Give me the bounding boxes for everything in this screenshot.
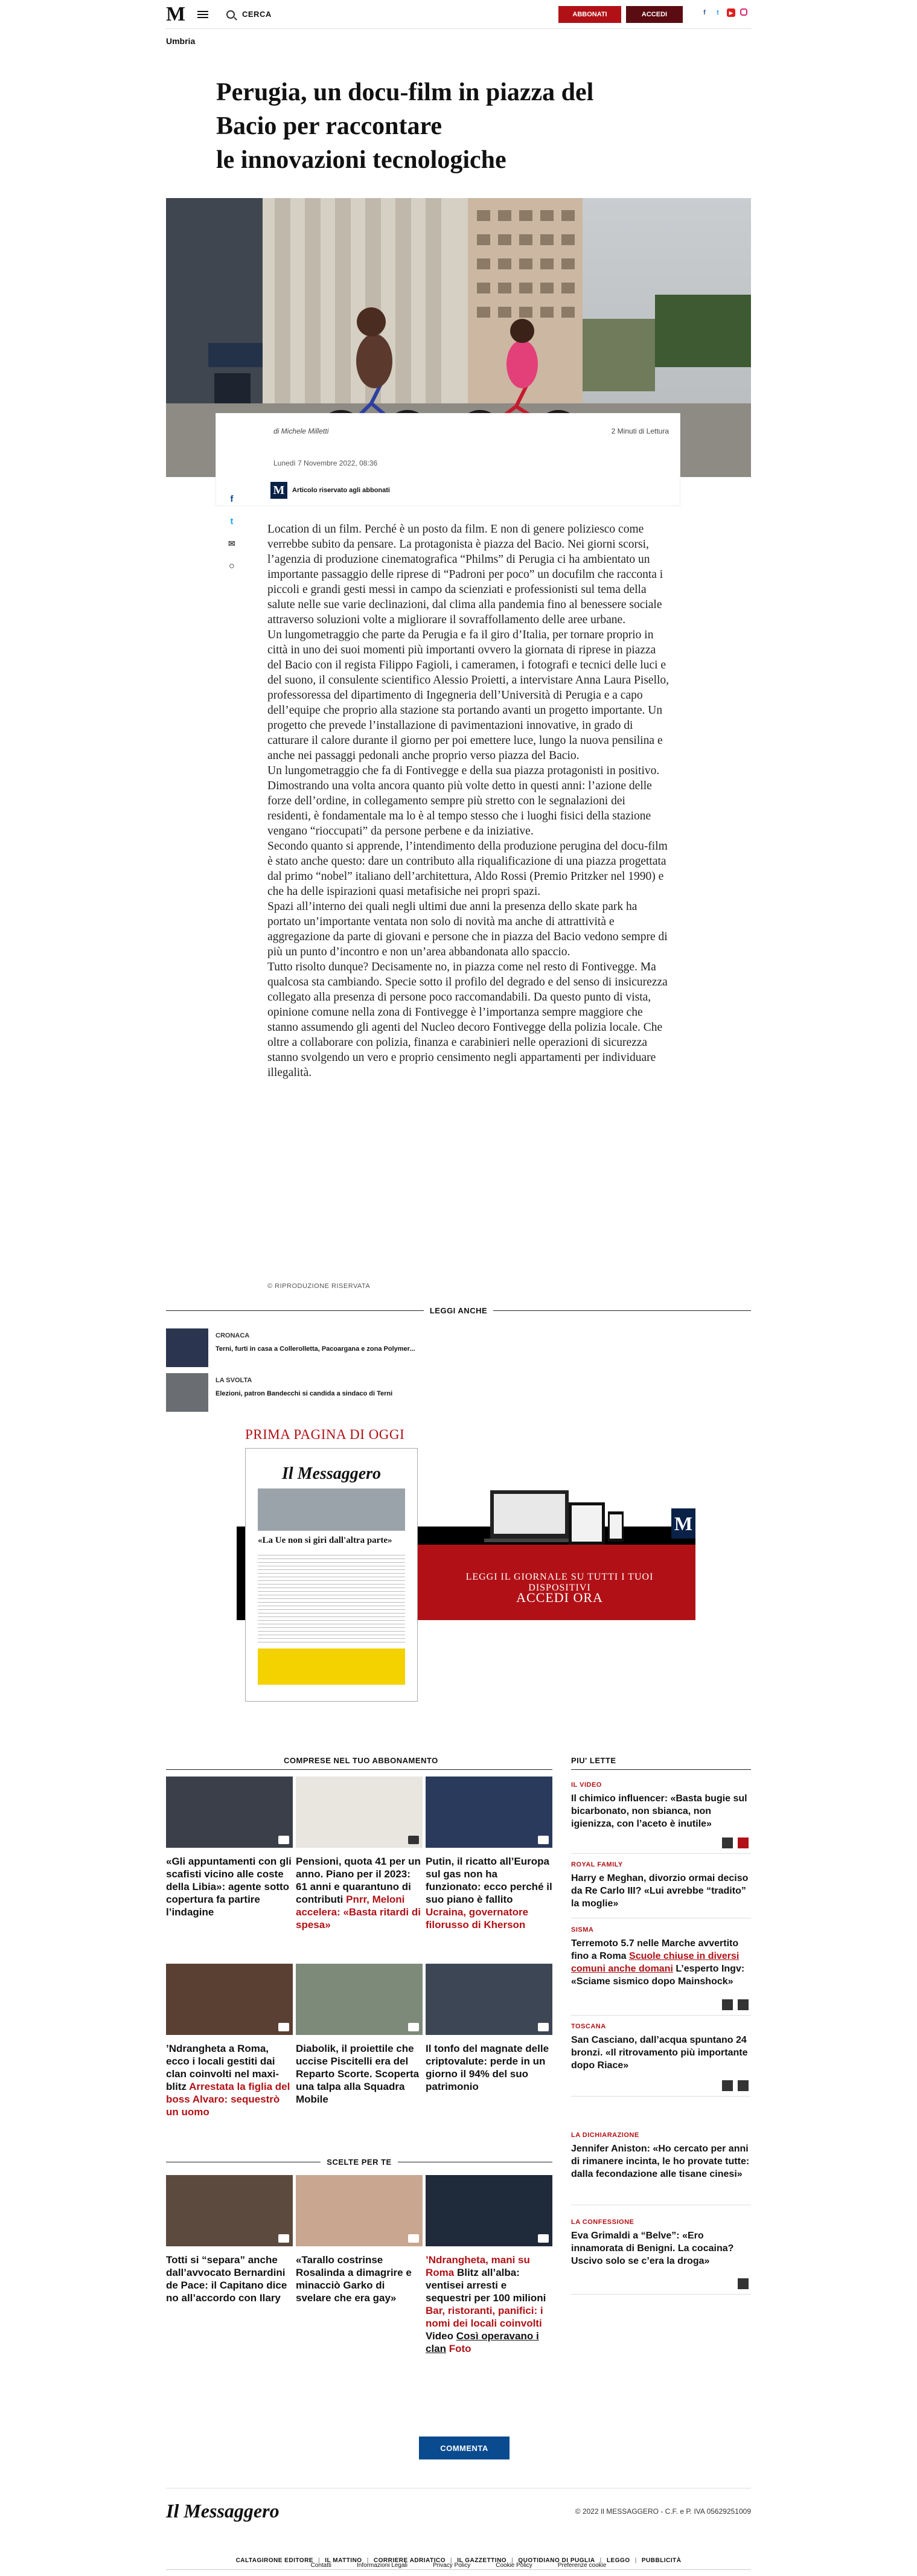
most-read-title[interactable]: San Casciano, dall’acqua spuntano 24 bronzi. «Il ritrovamento più importante dopo Riace» [571, 2035, 748, 2071]
news-card-image [166, 1964, 293, 2035]
news-card-title-link[interactable]: ’Ndrangheta, mani su Roma [426, 2254, 530, 2278]
divider [571, 1769, 751, 1770]
news-card-title[interactable]: «Tarallo costrinse Rosalinda a dimagrire e minacciò Garko di svelare che era gay» [296, 2254, 412, 2304]
messaggero-m-icon: M [270, 482, 287, 499]
footer-link[interactable]: Preferenze cookie [557, 2562, 607, 2569]
comprese-heading: COMPRESE NEL TUO ABBONAMENTO [284, 1756, 438, 1765]
article-paragraph: Spazi all’interno dei quali negli ultimi due anni la presenza dello skate park ha portato un’importante ventata non solo di novità ma anche di attrattività e aggregazione da parte di giovani e persone che in piazza del Bacio vedono sempre di più un punto d’incontro e non un’area abbandonata allo spaccio. [267, 900, 668, 958]
search-label: CERCA [242, 10, 272, 19]
camera-icon [538, 2234, 549, 2243]
most-read-title[interactable]: Harry e Meghan, divorzio ormai deciso da Re Carlo III? «Lui avrebbe “tradito” la moglie» [571, 1873, 749, 1909]
paper-headline: «La Ue non si giri dall'altra parte» [258, 1536, 392, 1545]
related-title[interactable]: Elezioni, patron Bandecchi si candida a sindaco di Terni [216, 1390, 393, 1397]
footer-link[interactable]: Cookie Policy [496, 2562, 532, 2569]
camera-icon [408, 2023, 419, 2031]
news-card-title-link[interactable]: Pnrr, Meloni accelera: «Basta ritardi di spesa» [296, 1894, 421, 1930]
most-read-category: TOSCANA [571, 2023, 606, 2030]
news-card-title[interactable]: «Gli appuntamenti con gli scafisti vicino alle coste della Libia»: agente sotto copertura fa partire l’indagine [166, 1856, 292, 1918]
news-card-title[interactable]: Totti si “separa” anche dall’avvocato Bernardini de Pace: il Capitano dice no all’accordo con Ilary [166, 2254, 287, 2304]
separator: | [511, 2557, 514, 2564]
news-card-image [296, 2175, 423, 2246]
article-paragraph: Location di un film. Perché è un posto da film. E non di genere poliziesco come verrebbe subito da pensare. La protagonista è piazza del Bacio. Nei giorni scorsi, l’agenzia di produzione cinematografica “Philms” di Perugia ci ha ambientato un importante passaggio delle riprese di “Padroni per poco” un docufilm che racconta i piccoli e grandi gesti messi in campo da scienziati e professionisti sul tema della salute nelle sue varie declinazioni, dal clima alla pandemia fino al benessere sociale attraverso soluzioni volte a migliorare il sovraffollamento delle aree urbane. [267, 523, 663, 626]
related-category: CRONACA [216, 1332, 250, 1339]
youtube-icon[interactable]: ▶ [727, 8, 735, 17]
news-card-title[interactable]: Il tonfo del magnate delle criptovalute: perde in un giorno il 94% del suo patrimonio [426, 2043, 549, 2092]
publication-link[interactable]: LEGGO [606, 2557, 630, 2564]
footer-logo[interactable]: Il Messaggero [166, 2500, 280, 2522]
publication-link[interactable]: PUBBLICITÀ [641, 2557, 682, 2564]
most-read-title[interactable]: Eva Grimaldi a “Belve”: «Ero innamorata di Benigni. La cocaina? Uscivo solo se c’era la droga» [571, 2231, 734, 2266]
reproduction-notice: © RIPRODUZIONE RISERVATA [267, 1283, 371, 1290]
subscriber-note: Articolo riservato agli abbonati [292, 487, 390, 494]
publication-link[interactable]: QUOTIDIANO DI PUGLIA [518, 2557, 595, 2564]
leggi-anche-heading [166, 1306, 751, 1322]
site-header [166, 0, 751, 29]
news-card-title[interactable] [426, 2254, 552, 2355]
article-title [216, 75, 699, 177]
publication-link[interactable]: IL MATTINO [325, 2557, 362, 2564]
separator: | [599, 2557, 602, 2564]
news-card-title-link[interactable]: Bar, ristoranti, panifici: i nomi dei locali coinvolti [426, 2305, 543, 2329]
paper-photo [258, 1488, 405, 1531]
search-icon [226, 10, 235, 19]
most-read-title[interactable]: Jennifer Aniston: «Ho cercato per anni di rimanere incinta, le ho provate tutte: dalla fecondazione alle tisane cinesi» [571, 2144, 750, 2179]
most-read-title[interactable]: Il chimico influencer: «Basta bugie sul bicarbonato, non sbianca, non igienizza, con l’aceto è inutile» [571, 1793, 747, 1829]
most-read-title[interactable] [571, 1937, 751, 1988]
paper-masthead: Il Messaggero [281, 1464, 382, 1483]
banner-line1: LEGGI IL GIORNALE SU TUTTI I TUOI DISPOSITIVI [465, 1572, 654, 1593]
subscribe-button[interactable]: ABBONATI [558, 6, 621, 23]
author[interactable]: di Michele Milletti [273, 427, 329, 435]
news-card[interactable] [166, 2175, 293, 2304]
most-read-item[interactable] [571, 1926, 751, 2016]
most-read-category: SISMA [571, 1926, 594, 1934]
article-paragraph: Un lungometraggio che fa di Fontivegge e della sua piazza protagonisti in positivo. Dimostrando una volta ancora quanto più volte detto in questi anni: l’azione delle forze dell’ordine, in collegamento sempre più stretto con le segnalazioni dei residenti, è fondamentale ma lo è al tempo stesso che i luoghi fisici della stazione vengano “rioccupati” da persone perbene e da iniziative. [267, 764, 660, 838]
related-item[interactable] [166, 1373, 751, 1412]
footer-link[interactable]: Contatti [310, 2562, 332, 2569]
news-card-title[interactable] [296, 1855, 423, 1931]
scelte-heading [166, 2158, 552, 2173]
twitter-icon[interactable]: t [717, 9, 719, 16]
news-card-title-link[interactable]: Foto [446, 2343, 471, 2354]
news-card[interactable] [296, 2175, 423, 2304]
gallery-icon [738, 1999, 749, 2010]
camera-icon [278, 1836, 289, 1844]
footer-links [166, 2562, 751, 2569]
share-bar [228, 494, 235, 572]
footer-link[interactable]: Privacy Policy [432, 2562, 471, 2569]
camera-icon [408, 2234, 419, 2243]
news-card-image [426, 1964, 552, 2035]
related-category: LA SVOLTA [216, 1377, 252, 1384]
video-icon [722, 1999, 733, 2010]
news-card-title[interactable] [426, 1855, 552, 1931]
footer-divider [166, 2569, 751, 2570]
read-time: 2 Minuti di Lettura [611, 427, 669, 435]
news-card-title[interactable]: Diabolik, il proiettile che uccise Piscitelli era del Reparto Scorte. Scoperta una talpa alla Squadra Mobile [296, 2043, 420, 2105]
menu-icon[interactable] [197, 11, 208, 18]
social-links [700, 8, 747, 17]
camera-icon [278, 2023, 289, 2031]
related-item[interactable] [166, 1328, 751, 1367]
publication-link[interactable]: CORRIERE ADRIATICO [373, 2557, 446, 2564]
paper-ad [258, 1648, 405, 1685]
banner-cta[interactable]: ACCEDI ORA [516, 1590, 603, 1605]
subscriber-badge [270, 482, 390, 499]
article-paragraph: Tutto risolto dunque? Decisamente no, in piazza come nel resto di Fontivegge. Ma qualcosa sta cambiando. Specie sotto il profilo del degrado e del senso di insicurezza collegato alla presenza di persone poco raccomandabili. Da questo punto di vista, opinione comune nella zona di Fontivegge è l’importanza sempre maggiore che stanno assumendo gli agenti del Nucleo decoro Fontivegge della polizia locale. Che oltre a collaborare con polizia, finanza e carabinieri nelle operazioni di sicurezza stanno svolgendo un vero e proprio censimento negli appartamenti per individuare illegalità. [267, 961, 668, 1079]
news-card-image [426, 2175, 552, 2246]
camera-icon [278, 2234, 289, 2243]
related-thumbnail [166, 1328, 208, 1367]
most-read-category: IL VIDEO [571, 1781, 602, 1789]
most-read-item[interactable] [571, 2219, 751, 2295]
most-read-category: LA CONFESSIONE [571, 2219, 634, 2226]
separator: | [634, 2557, 637, 2564]
news-card[interactable] [426, 1964, 552, 2093]
most-read-link[interactable]: Scuole chiuse in diversi comuni anche domani [571, 1951, 740, 1974]
paper-columns [258, 1552, 405, 1642]
video-icon [722, 1837, 733, 1848]
devices-illustration [478, 1484, 629, 1551]
twitter-share-icon[interactable]: t [230, 516, 234, 527]
news-card-title-link[interactable]: Arrestata la figlia del boss Alvaro: sequestrò un uomo [166, 2081, 290, 2118]
most-read-category: ROYAL FAMILY [571, 1861, 623, 1868]
comment-button[interactable]: COMMENTA [419, 2437, 510, 2459]
camera-icon [538, 2023, 549, 2031]
most-read-title-text: Terremoto 5.7 nelle Marche avvertito fino a Roma [571, 1938, 739, 1961]
comment-icon[interactable]: ○ [229, 561, 235, 571]
news-card[interactable] [426, 1777, 552, 1931]
separator: | [318, 2557, 321, 2564]
facebook-icon[interactable]: f [703, 9, 706, 16]
divider [166, 1769, 552, 1770]
gallery-icon [738, 2278, 749, 2289]
copyright: © 2022 Il MESSAGGERO - C.F. e P. IVA 05629251009 [575, 2507, 751, 2516]
news-card-title-text: Video [426, 2330, 456, 2342]
news-card-image [166, 1777, 293, 1848]
trend-icon [738, 1837, 749, 1848]
article-meta [216, 413, 680, 506]
most-read-title-text: L’esperto Ingv: «Sciame sismico dopo Mainshock» [571, 1964, 745, 1987]
news-card[interactable] [426, 2175, 552, 2355]
separator: | [366, 2557, 369, 2564]
news-card[interactable] [296, 1964, 423, 2106]
search-button[interactable] [226, 10, 272, 19]
most-read-item[interactable] [571, 2132, 751, 2205]
news-card-title-text: Blitz all’alba: ventisei arresti e sequestri per 100 milioni [426, 2267, 546, 2304]
site-logo[interactable]: M [166, 2, 186, 25]
login-button[interactable]: ACCEDI [626, 6, 683, 23]
news-card-title-link[interactable]: Ucraina, governatore filorusso di Kherson [426, 1906, 529, 1930]
leggi-anche-label: LEGGI ANCHE [424, 1306, 493, 1315]
most-read-item[interactable] [571, 1861, 751, 1918]
most-read-item[interactable] [571, 1781, 751, 1854]
camera-icon [408, 1836, 419, 1844]
title-line: Perugia, un docu-film in piazza del [216, 78, 594, 106]
messaggero-m-icon: M [671, 1508, 695, 1539]
news-card-title[interactable] [166, 2042, 293, 2118]
news-card[interactable] [296, 1777, 423, 1931]
news-card[interactable] [166, 1964, 293, 2118]
article-paragraph: Un lungometraggio che parte da Perugia e fa il giro d’Italia, per tornare proprio in città in uno dei suoi momenti più importanti ovvero la giornata di riprese in piazza del Bacio con il regista Filippo Fagioli, i cameramen, i fotografi e tecnici delle luci e del suono, il consulente scientifico Alessio Proietti, a intervistare Anna Laura Pisello, professoressa del dipartimento di Ingegneria dell’Università di Perugia e a capo dell’equipe che proprio alla stazione sta portando avanti un progetto importante. Un progetto che prevede l’installazione di pavimentazioni innovative, in grado di catturare il calore durante il giorno per poi emettere luce, lungo la nuova pensilina e anche nei passaggi pedonali anche proprio verso piazza del Bacio. [267, 629, 669, 762]
title-line: le innovazioni tecnologiche [216, 146, 506, 174]
front-page-image[interactable] [245, 1448, 418, 1702]
gallery-icon [738, 2080, 749, 2091]
news-card[interactable] [166, 1777, 293, 1918]
video-icon [722, 2080, 733, 2091]
news-card-image [426, 1777, 552, 1848]
news-card-title-text: ’Ndrangheta a Roma, ecco i locali gestiti dai clan coinvolti nel maxi-blitz [166, 2043, 280, 2092]
piu-lette-heading: PIU' LETTE [571, 1756, 616, 1765]
news-card-title-text: Putin, il ricatto all’Europa sul gas non ha funzionato: ecco perché il suo piano è fallito [426, 1856, 552, 1905]
separator: | [450, 2557, 453, 2564]
news-card-title-link[interactable]: Così operavano i clan [426, 2330, 539, 2354]
publication-link[interactable]: IL GAZZETTINO [457, 2557, 507, 2564]
section-breadcrumb[interactable]: Umbria [166, 36, 196, 46]
camera-icon [538, 1836, 549, 1844]
most-read-item[interactable] [571, 2023, 751, 2097]
facebook-share-icon[interactable]: f [230, 494, 234, 504]
prima-pagina-heading: PRIMA PAGINA DI OGGI [245, 1427, 405, 1442]
news-card-image [296, 1964, 423, 2035]
news-card-title-text: Pensioni, quota 41 per un anno. Piano per il 2023: 61 anni e quarantuno di contributi [296, 1856, 421, 1905]
publication-link[interactable]: CALTAGIRONE EDITORE [235, 2557, 313, 2564]
footer-link[interactable]: Informazioni Legali [357, 2562, 407, 2569]
related-title[interactable]: Terni, furti in casa a Collerolletta, Pacoargana e zona Polymer... [216, 1345, 415, 1353]
article-body [267, 522, 671, 1080]
news-card-image [296, 1777, 423, 1848]
instagram-icon[interactable] [740, 8, 747, 16]
news-card-image [166, 2175, 293, 2246]
article-paragraph: Secondo quanto si apprende, l’intendimento della produzione perugina del docu-film è stato anche questo: dare un contributo alla riqualificazione di una piazza progettata dal primo “nobel” italiano dell’architettura, Aldo Rossi (Premio Pritzker nel 1990) e che ha delle ispirazioni quasi metafisiche nei propri spazi. [267, 840, 668, 898]
publish-date: Lunedì 7 Novembre 2022, 08:36 [273, 459, 378, 467]
related-thumbnail [166, 1373, 208, 1412]
title-line: Bacio per raccontare [216, 112, 443, 140]
email-share-icon[interactable]: ✉ [228, 539, 235, 548]
scelte-label: SCELTE PER TE [321, 2158, 397, 2167]
most-read-category: LA DICHIARAZIONE [571, 2132, 639, 2139]
